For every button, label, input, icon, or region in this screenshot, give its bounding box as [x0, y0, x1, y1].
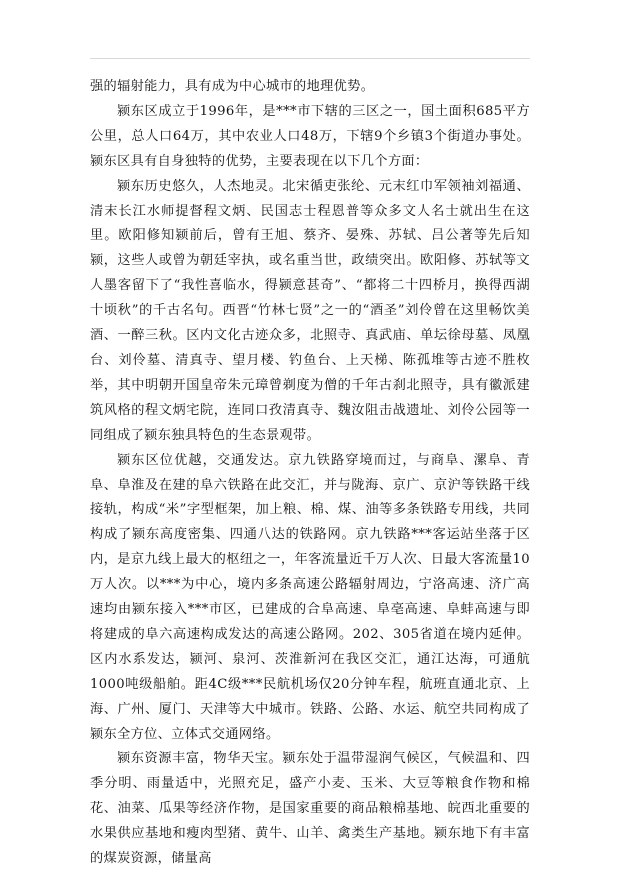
paragraph-3: 颍东历史悠久，人杰地灵。北宋循吏张纶、元末红巾军领袖刘福通、清末长江水师提督程文炳、民国志士程恩普等众多文人名士就出生在这里。欧阳修知颍前后，曾有王旭、蔡齐、晏殊、苏轼、吕公著等先后知颍，这些人或曾为朝廷宰执，或名重当世，政绩突出。欧阳修、苏轼等文人墨客留下了“我性喜临水，得颍意甚奇”、“都将二十四桥月，换得西湖十顷秋”的千古名句。西晋“竹林七贤”之一的“酒圣”刘伶曾在这里畅饮美酒、一醉三秋。区内文化古迹众多，北照寺、真武庙、单坛徐母墓、凤凰台、刘伶墓、清真寺、望月楼、钓鱼台、上天梯、陈孤堆等古迹不胜枚举，其中明朝开国皇帝朱元璋曾剃度为僧的千年古刹北照寺，具有徽派建筑风格的程文炳宅院，连同口孜清真寺、魏汝阻击战遗址、刘伶公园等一同组成了颍东独具特色的生态景观带。: [90, 178, 530, 443]
body-text: [90, 75, 530, 872]
paragraph-1: 强的辐射能力，具有成为中心城市的地理优势。: [90, 79, 375, 94]
header-rule: [90, 58, 530, 59]
paragraph-5: 颍东资源丰富，物华天宝。颍东处于温带湿润气候区，气候温和、四季分明、雨量适中，光照充足，盛产小麦、玉米、大豆等粮食作物和棉花、油菜、瓜果等经济作物，是国家重要的商品粮棉基地、皖西北重要的水果供应基地和瘦肉型猪、黄牛、山羊、禽类生产基地。颍东地下有丰富的煤炭资源，储量高: [90, 751, 530, 867]
paragraph-4: 颍东区位优越，交通发达。京九铁路穿境而过，与商阜、漯阜、青阜、阜淮及在建的阜六铁路在此交汇，并与陇海、京广、京沪等铁路干线接轨，构成“米”字型框架，加上粮、棉、煤、油等多条铁路专用线，共同构成了颍东高度密集、四通八达的铁路网。京九铁路***客运站坐落于区内，是京九线上最大的枢纽之一，年客流量近千万人次、日最大客流量10万人次。以***为中心，境内多条高速公路辐射周边，宁洛高速、济广高速均由颍东接入***市区，已建成的合阜高速、阜亳高速、阜蚌高速与即将建成的阜六高速构成发达的高速公路网。202、305省道在境内延伸。区内水系发达，颍河、泉河、茨淮新河在我区交汇，通江达海，可通航1000吨级船舶。距4C级***民航机场仅20分钟车程，航班直通北京、上海、广州、厦门、天津等大中城市。铁路、公路、水运、航空共同构成了颍东全方位、立体式交通网络。: [90, 452, 530, 742]
paragraph-2: 颍东区成立于1996年，是***市下辖的三区之一，国土面积685平方公里，总人口64万，其中农业人口48万，下辖9个乡镇3个街道办事处。颍东区具有自身独特的优势，主要表现在以下几个方面：: [90, 103, 530, 169]
